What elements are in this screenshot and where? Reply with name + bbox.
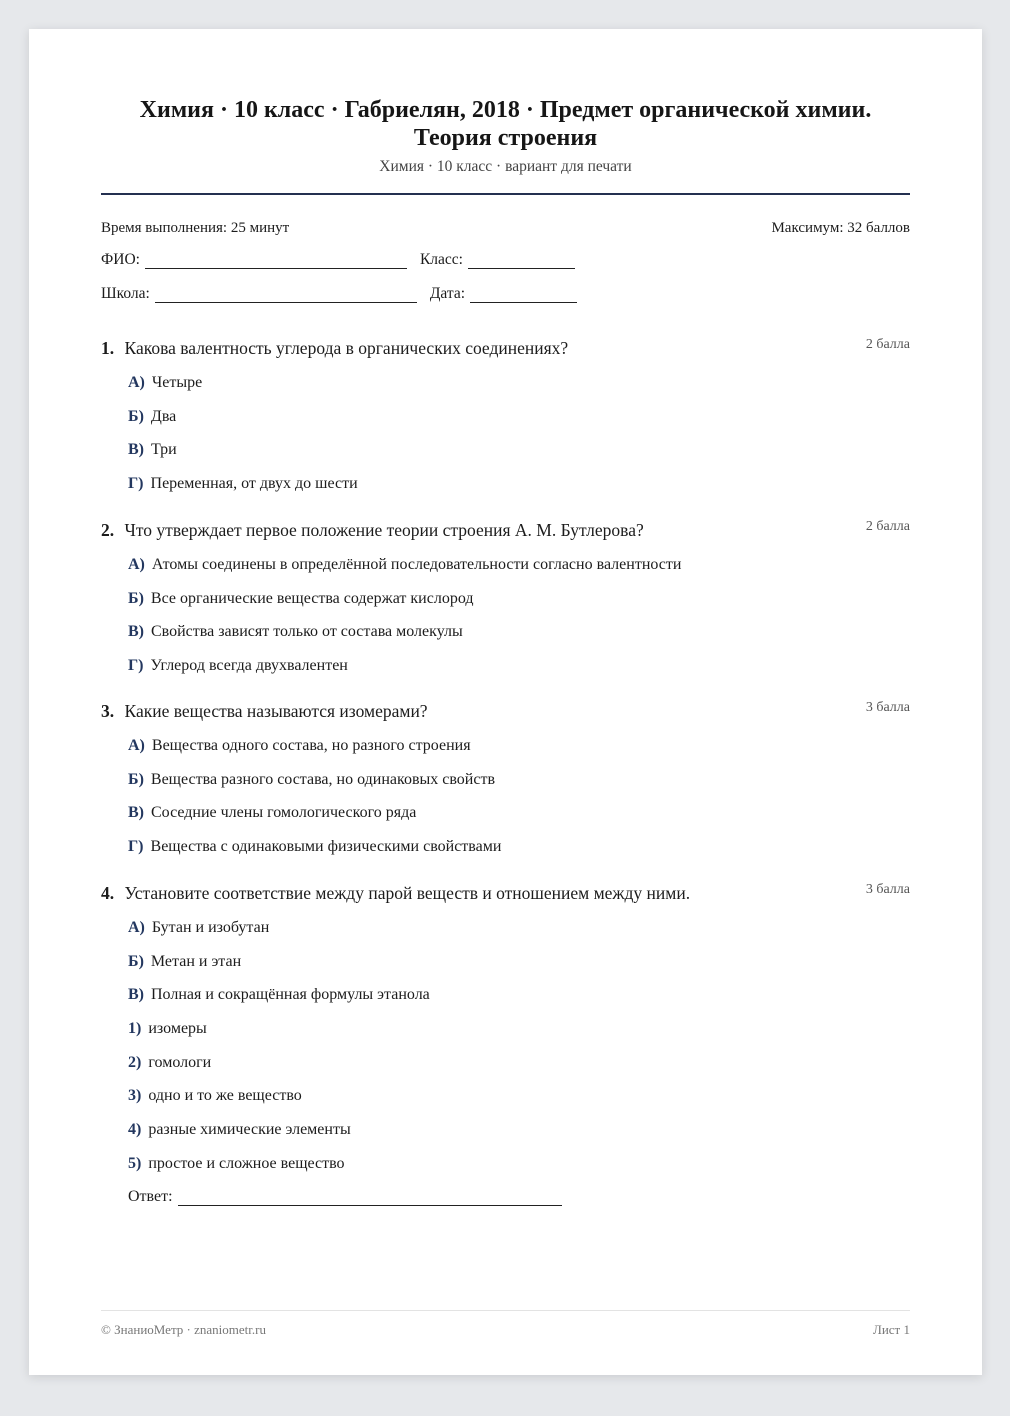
question-4 [101,882,910,1206]
option-text: гомологи [148,1053,212,1071]
option-a[interactable] [128,736,910,770]
option-text: Все органические вещества содержат кислород [150,589,474,607]
name-class-row [101,251,588,269]
footer-copyright: © ЗнаниоМетр · znaniometr.ru [101,1322,266,1337]
date-field[interactable] [470,286,577,303]
option-b[interactable] [128,589,910,623]
option-text: простое и сложное вещество [148,1154,345,1172]
option-text: Вещества разного состава, но одинаковых свойств [150,770,496,788]
header-divider [101,193,910,195]
option-label: 2) [128,1053,142,1071]
question-points: 3 балла [865,700,910,715]
option-label: 3) [128,1087,142,1105]
option-text: Три [151,441,177,459]
footer-page-number: Лист 1 [873,1322,910,1337]
option-label: В) [128,441,144,459]
option-g[interactable] [128,837,910,871]
question-points: 2 балла [865,519,910,534]
question-text: Какова валентность углерода в органических соединениях? [124,338,569,358]
option-b[interactable] [128,407,910,441]
option-label: Г) [128,475,144,493]
school-label: Школа: [101,285,150,302]
match-item-a[interactable] [128,918,910,952]
option-text: Два [150,407,177,425]
worksheet-page [29,29,982,1375]
option-text: Углерод всегда двухвалентен [150,657,348,675]
page-title: Химия · 10 класс · Габриелян, 2018 · Предмет органической химии. Теория строения [139,97,872,151]
option-label: Б) [128,770,144,788]
option-a[interactable] [128,373,910,407]
question-header [101,519,910,541]
option-label: Г) [128,657,144,675]
question-1 [101,337,910,508]
question-text: Что утверждает первое положение теории строения А. М. Бутлерова? [124,520,644,540]
meta-row [101,220,910,237]
option-label: Б) [128,952,144,970]
option-text: Вещества одного состава, но разного строения [151,737,471,754]
question-number: 3. [101,701,115,721]
option-label: А) [128,737,145,754]
option-a[interactable] [128,555,910,589]
question-header [101,337,910,359]
question-points: 2 балла [865,337,910,352]
option-text: Свойства зависят только от состава молекулы [151,623,463,641]
time-limit: Время выполнения: 25 минут [101,220,290,236]
option-text: Полная и сокращённая формулы этанола [151,986,430,1004]
school-field[interactable] [155,286,417,303]
name-field[interactable] [145,252,407,269]
match-option-4[interactable] [128,1120,910,1154]
option-text: Соседние члены гомологического ряда [151,804,417,822]
option-label: А) [128,374,145,391]
match-option-1[interactable] [128,1019,910,1053]
school-date-row [101,285,590,303]
question-header [101,700,910,722]
option-label: 1) [128,1020,142,1038]
question-number: 1. [101,338,115,358]
question-number: 4. [101,883,115,903]
match-option-5[interactable] [128,1154,910,1188]
option-label: В) [128,986,144,1004]
class-label: Класс: [419,251,463,268]
match-option-3[interactable] [128,1086,910,1120]
option-b[interactable] [128,770,910,804]
question-header [101,882,910,904]
option-text: Четыре [151,374,203,391]
options-list [101,918,910,1188]
page-subtitle: Химия · 10 класс · вариант для печати [379,158,632,175]
footer-divider [101,1310,910,1311]
option-g[interactable] [128,474,910,508]
option-label: Б) [128,407,144,425]
question-text: Какие вещества называются изомерами? [124,701,428,721]
option-g[interactable] [128,656,910,690]
option-text: изомеры [148,1020,207,1038]
question-2 [101,519,910,690]
answer-row [128,1188,910,1206]
option-v[interactable] [128,803,910,837]
option-label: В) [128,623,144,641]
question-number: 2. [101,520,115,540]
option-label: Г) [128,838,144,856]
date-label: Дата: [429,285,466,302]
option-label: Б) [128,589,144,607]
options-list [101,736,910,871]
option-text: Переменная, от двух до шести [150,475,358,493]
options-list [101,555,910,690]
match-item-b[interactable] [128,952,910,986]
options-list [101,373,910,508]
class-field[interactable] [468,252,575,269]
option-text: Вещества с одинаковыми физическими свойствами [150,838,502,856]
option-label: 5) [128,1154,142,1172]
option-text: Бутан и изобутан [151,919,270,936]
option-text: Метан и этан [150,952,242,970]
name-label: ФИО: [101,251,140,268]
option-text: одно и то же вещество [148,1087,302,1105]
question-points: 3 балла [865,882,910,897]
page-footer [101,1322,910,1338]
page-content [101,29,910,1375]
option-label: А) [128,556,145,573]
match-option-2[interactable] [128,1053,910,1087]
option-label: В) [128,804,144,822]
answer-label: Ответ: [128,1187,173,1205]
max-score: Максимум: 32 баллов [771,220,910,236]
option-label: А) [128,919,145,936]
answer-field[interactable] [178,1189,562,1206]
option-v[interactable] [128,440,910,474]
option-text: Атомы соединены в определённой последовательности согласно валентности [151,556,682,573]
option-label: 4) [128,1121,142,1139]
question-text: Установите соответствие между парой веществ и отношением между ними. [124,883,691,903]
option-text: разные химические элементы [148,1121,351,1139]
match-item-v[interactable] [128,985,910,1019]
option-v[interactable] [128,622,910,656]
question-3 [101,700,910,871]
